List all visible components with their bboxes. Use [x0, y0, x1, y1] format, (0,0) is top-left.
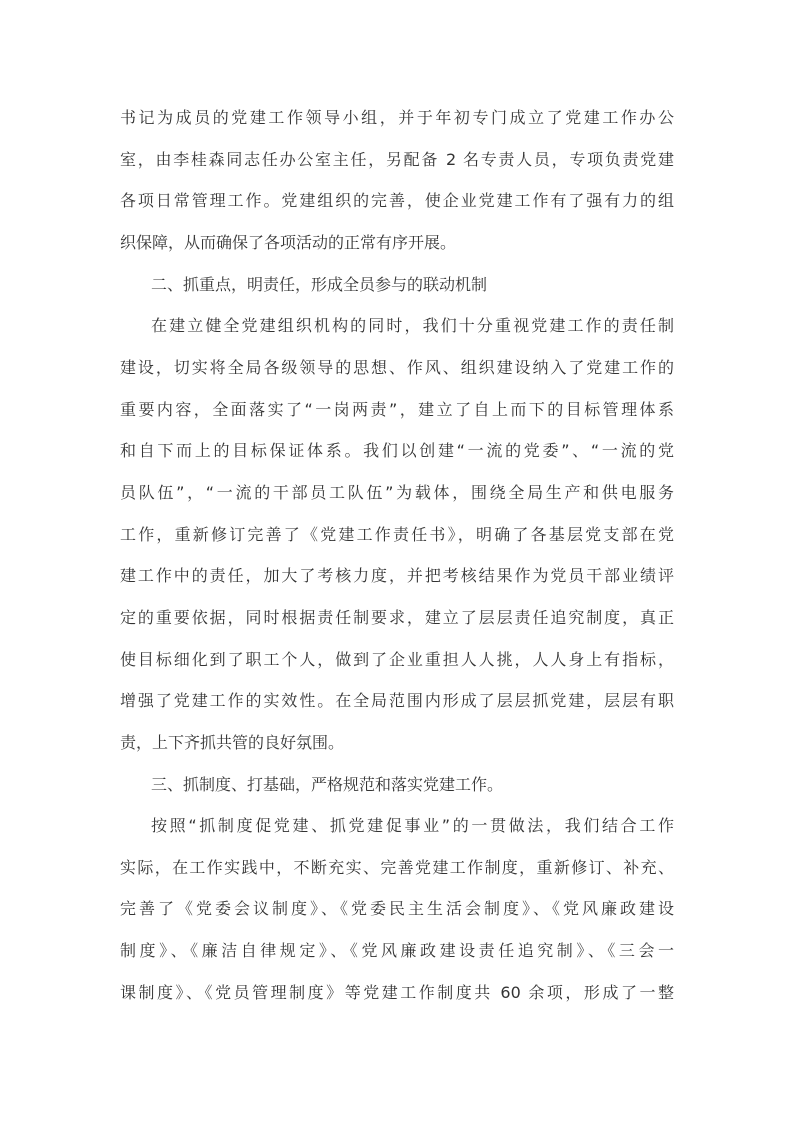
text-line: 完善了《党委会议制度》、《党委民主生活会制度》、《党风廉政建设: [120, 899, 674, 919]
text-line: 室，由李桂森同志任办公室主任，另配备 2 名专责人员，专项负责党建: [120, 149, 674, 169]
paragraph-system-building: [120, 805, 674, 1013]
section-heading-3: [120, 764, 674, 806]
document-body: [120, 97, 674, 1013]
text-line: 建工作中的责任，加大了考核力度，并把考核结果作为党员干部业绩评: [120, 566, 674, 586]
text-line: 建设，切实将全局各级领导的思想、作风、组织建设纳入了党建工作的: [120, 357, 674, 377]
text-line: 重要内容，全面落实了“一岗两责”，建立了自上而下的目标管理体系: [120, 399, 674, 419]
paragraph-party-leadership-group: [120, 97, 674, 264]
text-line: 使目标细化到了职工个人，做到了企业重担人人挑，人人身上有指标，: [120, 649, 674, 669]
heading-text: 二、抓重点，明责任，形成全员参与的联动机制: [151, 274, 488, 294]
heading-text: 三、抓制度、打基础，严格规范和落实党建工作。: [151, 774, 504, 794]
text-line: 制度》、《廉洁自律规定》、《党风廉政建设责任追究制》、《三会一: [120, 941, 674, 961]
text-line: 在建立健全党建组织机构的同时，我们十分重视党建工作的责任制: [151, 316, 674, 336]
section-heading-2: [120, 264, 674, 306]
text-line: 按照“抓制度促党建、抓党建促事业”的一贯做法，我们结合工作: [151, 816, 674, 836]
text-line: 定的重要依据，同时根据责任制要求，建立了层层责任追究制度，真正: [120, 607, 674, 627]
text-line: 织保障，从而确保了各项活动的正常有序开展。: [120, 232, 457, 252]
text-line: 增强了党建工作的实效性。在全局范围内形成了层层抓党建，层层有职: [120, 691, 674, 711]
text-line: 书记为成员的党建工作领导小组，并于年初专门成立了党建工作办公: [120, 108, 674, 127]
text-line: 课制度》、《党员管理制度》等党建工作制度共 60 余项，形成了一整: [120, 982, 674, 1002]
paragraph-responsibility-system: [120, 305, 674, 763]
text-line: 实际，在工作实践中，不断充实、完善党建工作制度，重新修订、补充、: [120, 857, 674, 877]
text-line: 工作，重新修订完善了《党建工作责任书》，明确了各基层党支部在党: [120, 524, 674, 544]
text-line: 员队伍”，“一流的干部员工队伍”为载体，围绕全局生产和供电服务: [120, 482, 674, 502]
text-line: 各项日常管理工作。党建组织的完善，使企业党建工作有了强有力的组: [120, 191, 674, 211]
text-line: 和自下而上的目标保证体系。我们以创建“一流的党委”、“一流的党: [120, 441, 674, 461]
text-line: 责，上下齐抓共管的良好氛围。: [120, 732, 345, 752]
